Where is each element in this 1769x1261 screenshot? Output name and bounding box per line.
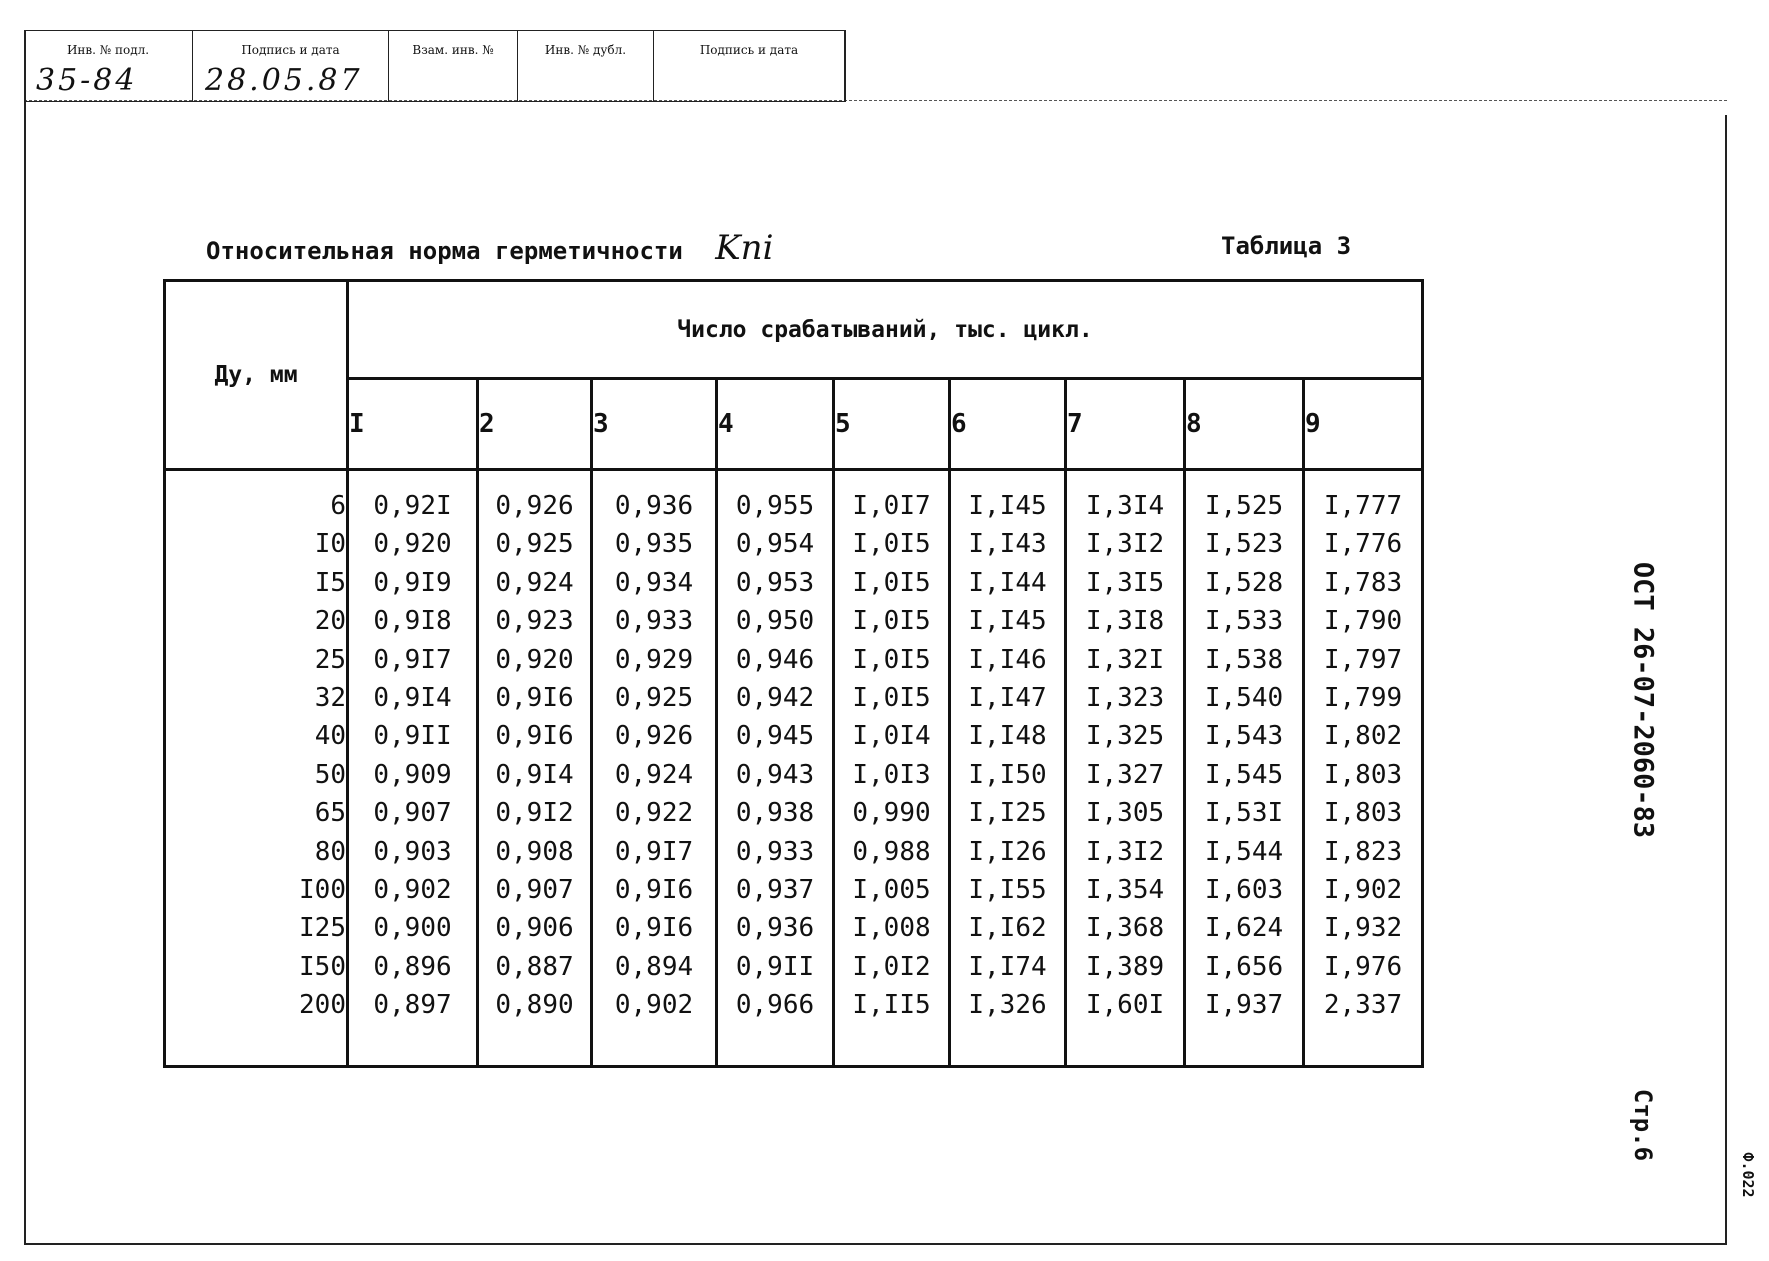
norm-value: I,976 xyxy=(1323,951,1403,982)
du-value: 80 xyxy=(314,836,346,867)
table-number-label: Таблица 3 xyxy=(1221,232,1352,260)
norm-value: I,544 xyxy=(1204,836,1284,867)
norm-value: I,528 xyxy=(1204,567,1284,598)
norm-value: 0,946 xyxy=(735,644,815,675)
norm-value: 0,925 xyxy=(495,529,574,560)
norm-value: 0,955 xyxy=(735,491,815,521)
du-value: 20 xyxy=(314,606,346,637)
norm-value: I,932 xyxy=(1323,913,1403,944)
norm-value: I,I26 xyxy=(968,836,1047,867)
du-value: 6 xyxy=(330,491,346,521)
stamp-cell-dup-inv xyxy=(518,31,654,101)
registration-stamp xyxy=(24,30,846,102)
norm-value: I,368 xyxy=(1085,913,1165,944)
norm-value: I,354 xyxy=(1085,875,1165,906)
du-column-header: Ду, мм xyxy=(165,281,348,470)
norm-value: I,I43 xyxy=(968,529,1047,560)
norm-value: 0,926 xyxy=(614,721,694,752)
norm-value: 0,907 xyxy=(373,798,452,829)
norm-value: I,3I8 xyxy=(1085,606,1165,637)
stamp-header: Взам. инв. № xyxy=(412,43,494,57)
norm-value: 0,924 xyxy=(495,567,574,598)
page-number: Стр.6 xyxy=(1629,1088,1657,1162)
norm-value: I,799 xyxy=(1323,683,1403,714)
norm-value: 0,929 xyxy=(614,644,694,675)
value-column xyxy=(478,470,592,1067)
norm-value: I,937 xyxy=(1204,990,1284,1021)
value-column xyxy=(717,470,834,1067)
document-code: ОСТ 26-07-2060-83 xyxy=(1627,561,1659,839)
norm-value: 0,900 xyxy=(373,913,452,944)
norm-value: 0,9I6 xyxy=(495,683,574,714)
norm-value: 0,924 xyxy=(614,759,694,790)
cycle-column-header: 7 xyxy=(1066,379,1185,470)
norm-value: I,790 xyxy=(1323,606,1403,637)
tightness-norm-table xyxy=(163,279,1424,1068)
du-value: 32 xyxy=(314,683,346,714)
norm-value: 0,9II xyxy=(735,951,815,982)
norm-value: I,0I5 xyxy=(852,606,931,637)
stamp-cell-sign-date xyxy=(193,31,389,101)
norm-value: 0,906 xyxy=(495,913,574,944)
norm-value: 0,9I4 xyxy=(373,683,452,714)
norm-value: I,0I5 xyxy=(852,567,931,598)
cycle-column-header: 6 xyxy=(950,379,1066,470)
table-title-text: Относительная норма герметичности xyxy=(206,237,683,265)
cycles-group-header: Число срабатываний, тыс. цикл. xyxy=(348,281,1423,379)
norm-value: 0,9I9 xyxy=(373,567,452,598)
norm-value: 0,894 xyxy=(614,951,694,982)
norm-value: I,3I5 xyxy=(1085,567,1165,598)
norm-value: 0,9I6 xyxy=(614,913,694,944)
cycle-column-header: I xyxy=(348,379,478,470)
cycle-column-header: 2 xyxy=(478,379,592,470)
norm-value: I,0I4 xyxy=(852,721,931,752)
norm-value: I,603 xyxy=(1204,875,1284,906)
norm-value: 0,942 xyxy=(735,683,815,714)
norm-value: 0,953 xyxy=(735,567,815,598)
table-title-symbol: Kпi xyxy=(715,228,774,268)
norm-value: 0,909 xyxy=(373,759,452,790)
norm-value: I,902 xyxy=(1323,875,1403,906)
norm-value: 0,9I4 xyxy=(495,759,574,790)
table-body-row xyxy=(165,470,1423,1067)
norm-value: I,327 xyxy=(1085,759,1165,790)
cycle-column-header: 3 xyxy=(592,379,717,470)
norm-value: 0,902 xyxy=(373,875,452,906)
norm-value: 0,920 xyxy=(495,644,574,675)
value-column xyxy=(1066,470,1185,1067)
norm-value: 0,920 xyxy=(373,529,452,560)
norm-value: I,538 xyxy=(1204,644,1284,675)
norm-value: I,I25 xyxy=(968,798,1047,829)
norm-value: I,I47 xyxy=(968,683,1047,714)
norm-value: I,777 xyxy=(1323,491,1403,521)
form-number: Ф.022 xyxy=(1739,1152,1757,1198)
norm-value: I,I62 xyxy=(968,913,1047,944)
frame-left-line xyxy=(24,30,26,1245)
norm-value: 0,9I6 xyxy=(495,721,574,752)
norm-value: I,624 xyxy=(1204,913,1284,944)
norm-value: I,I48 xyxy=(968,721,1047,752)
du-value: 65 xyxy=(314,798,346,829)
value-column xyxy=(1185,470,1304,1067)
norm-value: 0,9I8 xyxy=(373,606,452,637)
norm-value: I,32I xyxy=(1085,644,1165,675)
norm-value: 0,922 xyxy=(614,798,694,829)
norm-value: 0,9I7 xyxy=(373,644,452,675)
norm-value: 0,9I7 xyxy=(614,836,694,867)
stamp-value-date: 28.05.87 xyxy=(205,63,363,98)
stamp-header: Инв. № дубл. xyxy=(544,43,627,57)
norm-value: 0,937 xyxy=(735,875,815,906)
stamp-header: Инв. № подл. xyxy=(66,43,150,57)
norm-value: I,803 xyxy=(1323,798,1403,829)
norm-value: I,3I2 xyxy=(1085,529,1165,560)
norm-value: I,802 xyxy=(1323,721,1403,752)
value-column xyxy=(950,470,1066,1067)
value-column xyxy=(348,470,478,1067)
norm-value: 0,954 xyxy=(735,529,815,560)
norm-value: I,0I5 xyxy=(852,683,931,714)
norm-value: 0,938 xyxy=(735,798,815,829)
value-column xyxy=(592,470,717,1067)
norm-value: I,543 xyxy=(1204,721,1284,752)
norm-value: I,008 xyxy=(852,913,931,944)
norm-value: I,I46 xyxy=(968,644,1047,675)
norm-value: I,3I4 xyxy=(1085,491,1165,521)
norm-value: I,533 xyxy=(1204,606,1284,637)
cycle-number-header-row xyxy=(165,379,1423,470)
norm-value: I,I55 xyxy=(968,875,1047,906)
norm-value: I,656 xyxy=(1204,951,1284,982)
norm-value: I,I74 xyxy=(968,951,1047,982)
norm-value: I,0I5 xyxy=(852,644,931,675)
du-value: I25 xyxy=(299,913,346,944)
norm-value: 0,897 xyxy=(373,990,452,1021)
stamp-header: Подпись и дата xyxy=(699,43,799,57)
norm-value: 0,9I2 xyxy=(495,798,574,829)
norm-value: 2,337 xyxy=(1323,990,1403,1021)
value-column xyxy=(1304,470,1423,1067)
stamp-value-inv: 35-84 xyxy=(36,63,138,98)
norm-value: I,0I7 xyxy=(852,491,931,521)
norm-value: 0,990 xyxy=(852,798,931,829)
cycle-column-header: 4 xyxy=(717,379,834,470)
norm-value: I,783 xyxy=(1323,567,1403,598)
norm-value: 0,890 xyxy=(495,990,574,1021)
norm-value: 0,943 xyxy=(735,759,815,790)
stamp-header: Подпись и дата xyxy=(241,43,340,57)
norm-value: I,797 xyxy=(1323,644,1403,675)
norm-value: 0,933 xyxy=(735,836,815,867)
norm-value: 0,933 xyxy=(614,606,694,637)
du-value: 50 xyxy=(314,759,346,790)
du-value: I5 xyxy=(314,567,346,598)
frame-right-line xyxy=(1725,115,1727,1245)
frame-bottom-line xyxy=(24,1243,1727,1245)
norm-value: 0,935 xyxy=(614,529,694,560)
norm-value: 0,936 xyxy=(614,491,694,521)
du-value: I0 xyxy=(314,529,346,560)
norm-value: I,540 xyxy=(1204,683,1284,714)
norm-value: I,005 xyxy=(852,875,931,906)
stamp-cell-replace-inv xyxy=(389,31,518,101)
norm-value: I,0I2 xyxy=(852,951,931,982)
norm-value: I,803 xyxy=(1323,759,1403,790)
norm-value: 0,9I6 xyxy=(614,875,694,906)
norm-value: I,I45 xyxy=(968,606,1047,637)
norm-value: I,325 xyxy=(1085,721,1165,752)
norm-value: I,0I5 xyxy=(852,529,931,560)
norm-value: I,I44 xyxy=(968,567,1047,598)
norm-value: I,53I xyxy=(1204,798,1284,829)
norm-value: I,776 xyxy=(1323,529,1403,560)
norm-value: I,323 xyxy=(1085,683,1165,714)
table-title xyxy=(206,228,773,268)
norm-value: 0,945 xyxy=(735,721,815,752)
norm-value: I,0I3 xyxy=(852,759,931,790)
norm-value: 0,966 xyxy=(735,990,815,1021)
norm-value: I,3I2 xyxy=(1085,836,1165,867)
norm-value: I,523 xyxy=(1204,529,1284,560)
norm-value: 0,902 xyxy=(614,990,694,1021)
norm-value: 0,988 xyxy=(852,836,931,867)
norm-value: 0,950 xyxy=(735,606,815,637)
norm-value: 0,936 xyxy=(735,913,815,944)
norm-value: I,326 xyxy=(968,990,1047,1021)
norm-value: 0,887 xyxy=(495,951,574,982)
norm-value: 0,926 xyxy=(495,491,574,521)
cycle-column-header: 5 xyxy=(834,379,950,470)
du-value: 25 xyxy=(314,644,346,675)
norm-value: 0,925 xyxy=(614,683,694,714)
norm-value: I,525 xyxy=(1204,491,1284,521)
stamp-cell-sign-date-2 xyxy=(654,31,845,101)
norm-value: 0,92I xyxy=(373,491,452,521)
norm-value: I,I50 xyxy=(968,759,1047,790)
stamp-cell-inv-orig xyxy=(24,31,193,101)
norm-value: I,305 xyxy=(1085,798,1165,829)
du-column xyxy=(165,470,348,1067)
norm-value: 0,923 xyxy=(495,606,574,637)
value-column xyxy=(834,470,950,1067)
cycle-column-header: 9 xyxy=(1304,379,1423,470)
du-value: 200 xyxy=(299,990,346,1021)
norm-value: 0,903 xyxy=(373,836,452,867)
du-value: I50 xyxy=(299,951,346,982)
norm-value: 0,9II xyxy=(373,721,452,752)
cycle-column-header: 8 xyxy=(1185,379,1304,470)
norm-value: 0,934 xyxy=(614,567,694,598)
norm-value: 0,908 xyxy=(495,836,574,867)
norm-value: I,II5 xyxy=(852,990,931,1021)
du-value: I00 xyxy=(299,875,346,906)
norm-value: 0,907 xyxy=(495,875,574,906)
du-value: 40 xyxy=(314,721,346,752)
norm-value: I,389 xyxy=(1085,951,1165,982)
norm-value: I,60I xyxy=(1085,990,1165,1021)
norm-value: I,823 xyxy=(1323,836,1403,867)
norm-value: I,I45 xyxy=(968,491,1047,521)
norm-value: I,545 xyxy=(1204,759,1284,790)
norm-value: 0,896 xyxy=(373,951,452,982)
